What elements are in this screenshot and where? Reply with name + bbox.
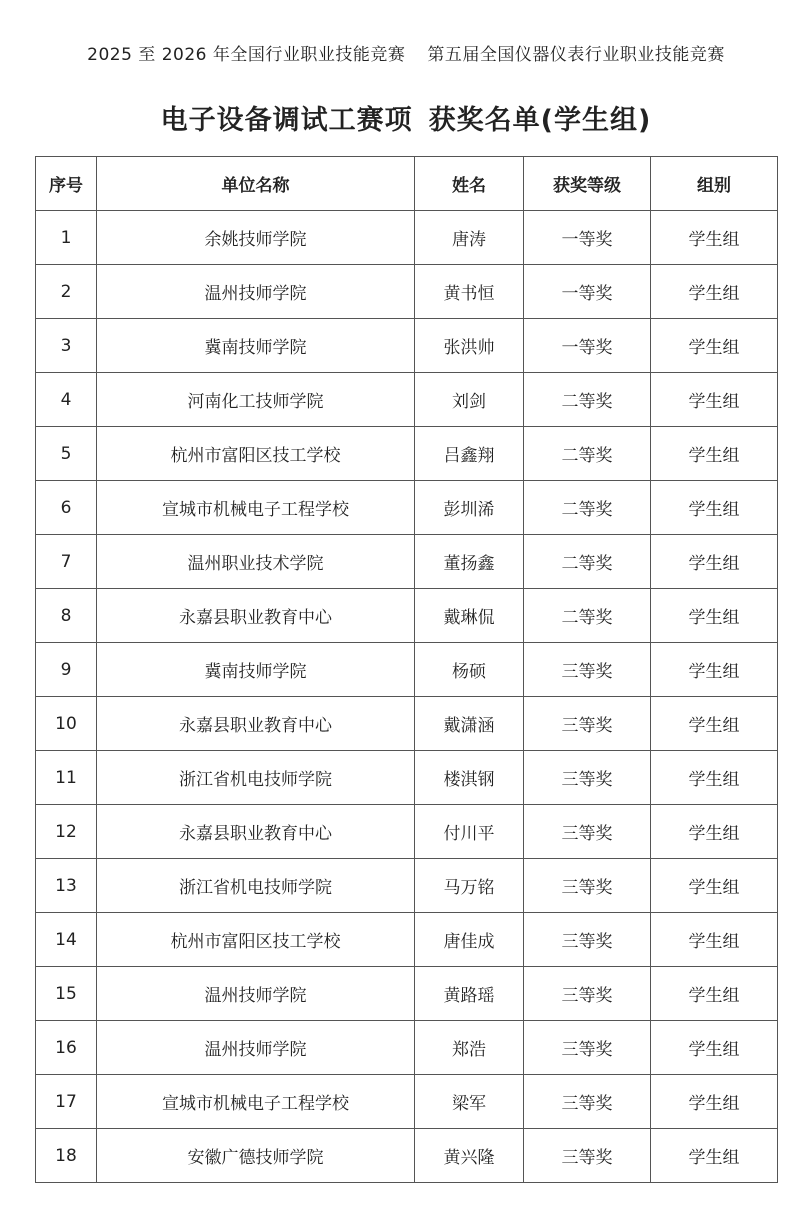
table-row xyxy=(36,697,778,751)
unit-cell: 杭州市富阳区技工学校 xyxy=(97,913,415,967)
index-cell: 5 xyxy=(36,427,97,481)
unit-cell: 余姚技师学院 xyxy=(97,211,415,265)
table-row xyxy=(36,211,778,265)
group-cell: 学生组 xyxy=(651,535,778,589)
award-cell: 二等奖 xyxy=(524,481,651,535)
table-row xyxy=(36,1075,778,1129)
unit-cell: 永嘉县职业教育中心 xyxy=(97,697,415,751)
name-cell: 梁军 xyxy=(415,1075,524,1129)
name-cell: 张洪帅 xyxy=(415,319,524,373)
award-cell: 一等奖 xyxy=(524,265,651,319)
group-cell: 学生组 xyxy=(651,1021,778,1075)
unit-cell: 冀南技师学院 xyxy=(97,643,415,697)
index-cell: 8 xyxy=(36,589,97,643)
table-row xyxy=(36,967,778,1021)
award-cell: 三等奖 xyxy=(524,751,651,805)
award-cell: 三等奖 xyxy=(524,697,651,751)
index-cell: 1 xyxy=(36,211,97,265)
group-cell: 学生组 xyxy=(651,211,778,265)
index-cell: 11 xyxy=(36,751,97,805)
award-cell: 一等奖 xyxy=(524,211,651,265)
table-row xyxy=(36,1021,778,1075)
index-cell: 2 xyxy=(36,265,97,319)
column-header-award: 获奖等级 xyxy=(524,157,651,211)
name-cell: 唐佳成 xyxy=(415,913,524,967)
index-cell: 15 xyxy=(36,967,97,1021)
index-cell: 4 xyxy=(36,373,97,427)
award-table xyxy=(35,156,778,1183)
unit-cell: 宣城市机械电子工程学校 xyxy=(97,1075,415,1129)
list-name: 获奖名单(学生组) xyxy=(428,105,652,136)
index-cell: 9 xyxy=(36,643,97,697)
unit-cell: 浙江省机电技师学院 xyxy=(97,859,415,913)
index-cell: 3 xyxy=(36,319,97,373)
group-cell: 学生组 xyxy=(651,373,778,427)
competition-header xyxy=(0,40,812,65)
name-cell: 吕鑫翔 xyxy=(415,427,524,481)
competition-name-1: 2025 至 2026 年全国行业职业技能竞赛 xyxy=(87,45,406,65)
award-cell: 二等奖 xyxy=(524,427,651,481)
unit-cell: 安徽广德技师学院 xyxy=(97,1129,415,1183)
page-title xyxy=(0,98,812,137)
index-cell: 6 xyxy=(36,481,97,535)
table-row xyxy=(36,913,778,967)
group-cell: 学生组 xyxy=(651,913,778,967)
name-cell: 戴潇涵 xyxy=(415,697,524,751)
name-cell: 戴琳侃 xyxy=(415,589,524,643)
index-cell: 18 xyxy=(36,1129,97,1183)
index-cell: 12 xyxy=(36,805,97,859)
name-cell: 董扬鑫 xyxy=(415,535,524,589)
group-cell: 学生组 xyxy=(651,427,778,481)
name-cell: 楼淇钢 xyxy=(415,751,524,805)
unit-cell: 杭州市富阳区技工学校 xyxy=(97,427,415,481)
group-cell: 学生组 xyxy=(651,589,778,643)
table-row xyxy=(36,859,778,913)
table-row xyxy=(36,1129,778,1183)
table-row xyxy=(36,589,778,643)
group-cell: 学生组 xyxy=(651,319,778,373)
group-cell: 学生组 xyxy=(651,805,778,859)
column-header-group: 组别 xyxy=(651,157,778,211)
award-cell: 三等奖 xyxy=(524,1021,651,1075)
unit-cell: 永嘉县职业教育中心 xyxy=(97,589,415,643)
name-cell: 黄兴隆 xyxy=(415,1129,524,1183)
unit-cell: 温州职业技术学院 xyxy=(97,535,415,589)
unit-cell: 河南化工技师学院 xyxy=(97,373,415,427)
name-cell: 黄路瑶 xyxy=(415,967,524,1021)
award-cell: 三等奖 xyxy=(524,913,651,967)
index-cell: 10 xyxy=(36,697,97,751)
award-cell: 三等奖 xyxy=(524,1129,651,1183)
table-row xyxy=(36,805,778,859)
competition-name-2: 第五届全国仪器仪表行业职业技能竞赛 xyxy=(427,45,725,65)
index-cell: 7 xyxy=(36,535,97,589)
group-cell: 学生组 xyxy=(651,643,778,697)
group-cell: 学生组 xyxy=(651,697,778,751)
name-cell: 唐涛 xyxy=(415,211,524,265)
name-cell: 付川平 xyxy=(415,805,524,859)
award-cell: 二等奖 xyxy=(524,589,651,643)
unit-cell: 冀南技师学院 xyxy=(97,319,415,373)
group-cell: 学生组 xyxy=(651,481,778,535)
column-header-unit: 单位名称 xyxy=(97,157,415,211)
unit-cell: 宣城市机械电子工程学校 xyxy=(97,481,415,535)
table-row xyxy=(36,427,778,481)
table-row xyxy=(36,535,778,589)
unit-cell: 温州技师学院 xyxy=(97,265,415,319)
index-cell: 16 xyxy=(36,1021,97,1075)
award-cell: 三等奖 xyxy=(524,967,651,1021)
name-cell: 马万铭 xyxy=(415,859,524,913)
group-cell: 学生组 xyxy=(651,1075,778,1129)
award-cell: 二等奖 xyxy=(524,535,651,589)
index-cell: 14 xyxy=(36,913,97,967)
group-cell: 学生组 xyxy=(651,859,778,913)
column-header-name: 姓名 xyxy=(415,157,524,211)
award-cell: 一等奖 xyxy=(524,319,651,373)
award-cell: 三等奖 xyxy=(524,643,651,697)
group-cell: 学生组 xyxy=(651,265,778,319)
table-row xyxy=(36,481,778,535)
name-cell: 彭圳浠 xyxy=(415,481,524,535)
table-body xyxy=(36,211,778,1183)
award-cell: 三等奖 xyxy=(524,805,651,859)
name-cell: 刘剑 xyxy=(415,373,524,427)
table-row xyxy=(36,373,778,427)
table-row xyxy=(36,751,778,805)
event-name: 电子设备调试工赛项 xyxy=(160,105,413,136)
name-cell: 黄书恒 xyxy=(415,265,524,319)
group-cell: 学生组 xyxy=(651,967,778,1021)
unit-cell: 浙江省机电技师学院 xyxy=(97,751,415,805)
unit-cell: 永嘉县职业教育中心 xyxy=(97,805,415,859)
column-header-index: 序号 xyxy=(36,157,97,211)
name-cell: 郑浩 xyxy=(415,1021,524,1075)
unit-cell: 温州技师学院 xyxy=(97,967,415,1021)
table-row xyxy=(36,319,778,373)
index-cell: 13 xyxy=(36,859,97,913)
table-header-row xyxy=(36,157,778,211)
name-cell: 杨硕 xyxy=(415,643,524,697)
award-cell: 三等奖 xyxy=(524,1075,651,1129)
index-cell: 17 xyxy=(36,1075,97,1129)
group-cell: 学生组 xyxy=(651,1129,778,1183)
table-row xyxy=(36,265,778,319)
award-cell: 二等奖 xyxy=(524,373,651,427)
unit-cell: 温州技师学院 xyxy=(97,1021,415,1075)
group-cell: 学生组 xyxy=(651,751,778,805)
award-cell: 三等奖 xyxy=(524,859,651,913)
table-row xyxy=(36,643,778,697)
